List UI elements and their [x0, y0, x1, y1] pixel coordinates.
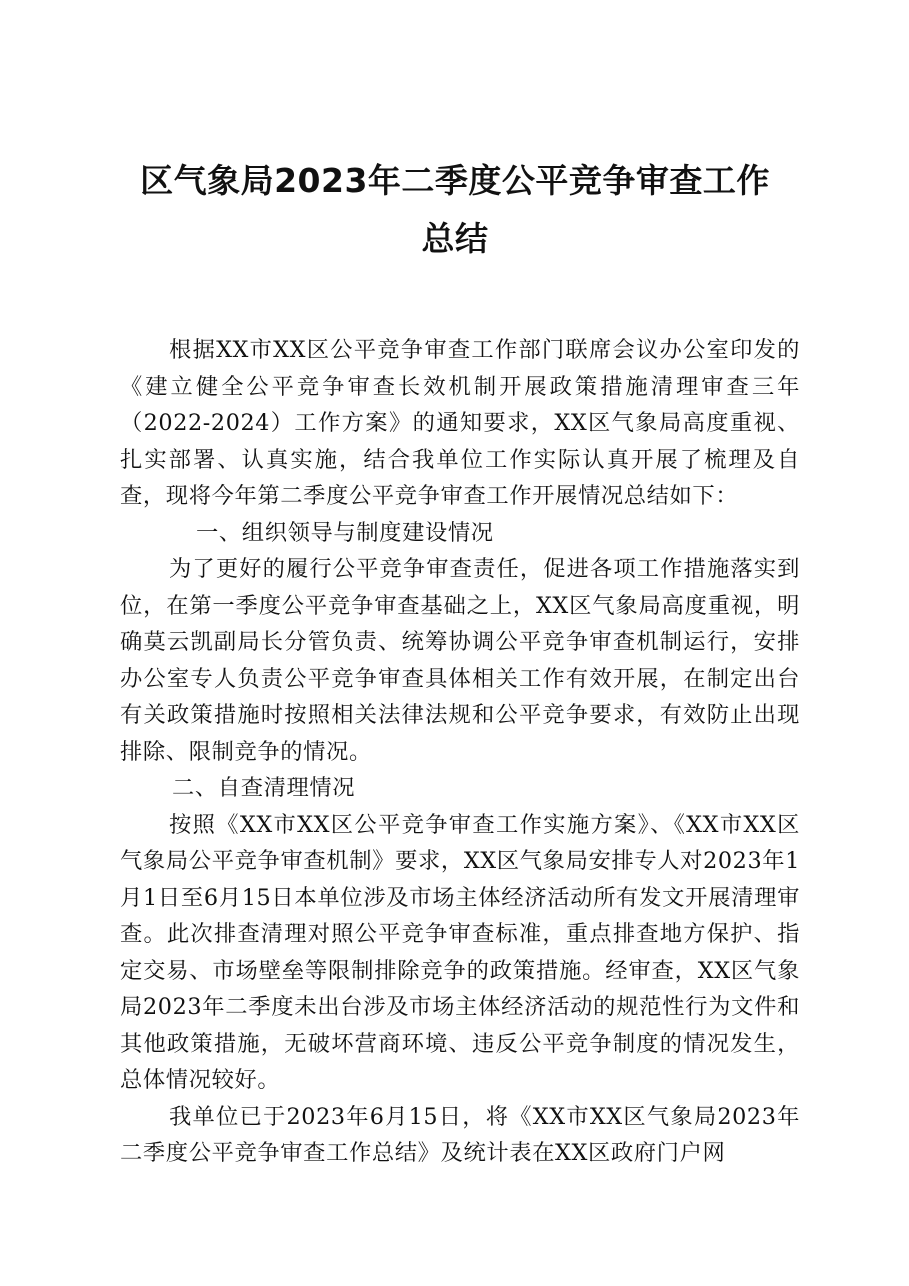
intro-paragraph: 根据XX市XX区公平竞争审查工作部门联席会议办公室印发的《建立健全公平竞争审查长效机制开展政策措施清理审查三年（2022-2024）工作方案》的通知要求，XX区气象局高度重视、扎实部署、认真实施，结合我单位工作实际认真开展了梳理及自查，现将今年第二季度公平竞争审查工作开展情况总结如下：: [120, 337, 800, 509]
closing-paragraph: 我单位已于2023年6月15日，将《XX市XX区气象局2023年二季度公平竞争审查工作总结》及统计表在XX区政府门户网: [120, 1103, 800, 1166]
section-1-paragraph: 为了更好的履行公平竞争审查责任，促进各项工作措施落实到位，在第一季度公平竞争审查基础之上，XX区气象局高度重视，明确莫云凯副局长分管负责、统筹协调公平竞争审查机制运行，安排办公室专人负责公平竞争审查具体相关工作有效开展，在制定出台有关政策措施时按照相关法律法规和公平竞争要求，有效防止出现排除、限制竞争的情况。: [120, 556, 800, 765]
document-body: [120, 332, 800, 1172]
section-2-paragraph: 按照《XX市XX区公平竞争审查工作实施方案》、《XX市XX区气象局公平竞争审查机制》要求，XX区气象局安排专人对2023年1月1日至6月15日本单位涉及市场主体经济活动所有发文开展清理审查。此次排查清理对照公平竞争审查标准，重点排查地方保护、指定交易、市场壁垒等限制排除竞争的政策措施。经审查，XX区气象局2023年二季度未出台涉及市场主体经济活动的规范性行为文件和其他政策措施，无破坏营商环境、违反公平竞争制度的情况发生，总体情况较好。: [120, 811, 800, 1093]
section-heading-1: 一、组织领导与制度建设情况: [196, 519, 494, 546]
section-heading-2: 二、自查清理情况: [172, 775, 356, 801]
document-title: 区气象局2023年二季度公平竞争审查工作总结: [140, 161, 770, 258]
